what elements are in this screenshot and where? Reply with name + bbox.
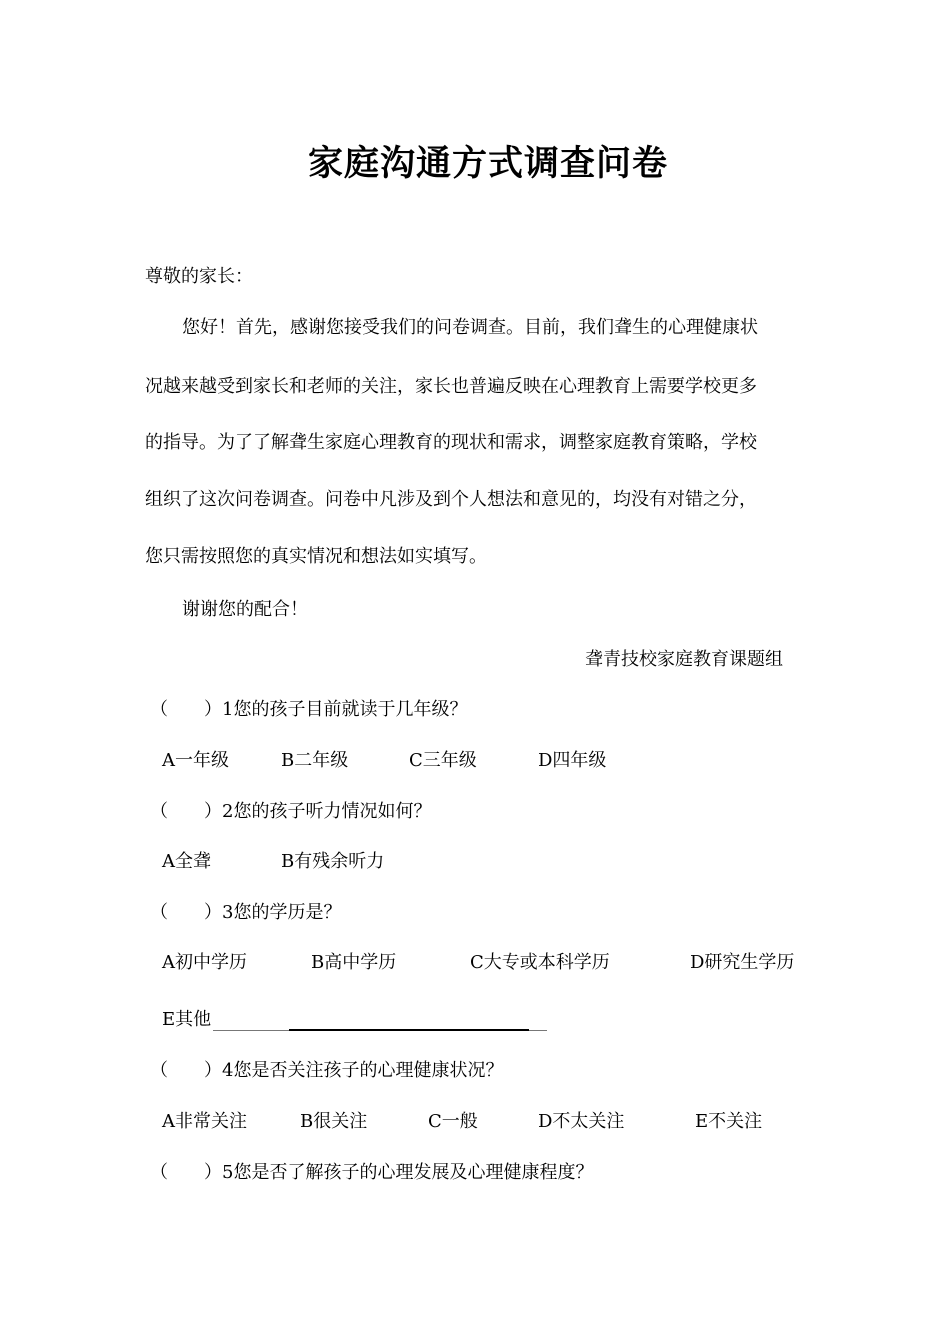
question-1 bbox=[150, 695, 467, 721]
document-title: 家庭沟通方式调查问卷 bbox=[307, 143, 668, 184]
option-3a[interactable]: A初中学历 bbox=[162, 952, 247, 973]
question-text: 3您的学历是？ bbox=[222, 902, 342, 923]
question-3 bbox=[150, 898, 341, 924]
option-1c[interactable]: C三年级 bbox=[409, 750, 477, 771]
question-text: 4您是否关注孩子的心理健康状况？ bbox=[222, 1060, 504, 1081]
question-text: 1您的孩子目前就读于几年级？ bbox=[222, 699, 468, 720]
option-4e[interactable]: E不关注 bbox=[695, 1111, 763, 1132]
salutation: 尊敬的家长： bbox=[145, 266, 253, 287]
option-3c[interactable]: C大专或本科学历 bbox=[470, 952, 610, 973]
signature: 聋青技校家庭教育课题组 bbox=[585, 649, 783, 670]
question-text: 2您的孩子听力情况如何？ bbox=[222, 801, 432, 822]
intro-line-4: 组织了这次问卷调查。问卷中凡涉及到个人想法和意见的，均没有对错之分， bbox=[145, 489, 757, 510]
option-3e[interactable]: E其他 bbox=[162, 1009, 212, 1030]
question-2 bbox=[150, 797, 431, 823]
option-3b[interactable]: B高中学历 bbox=[311, 952, 397, 973]
option-2a[interactable]: A全聋 bbox=[162, 851, 211, 872]
option-4b[interactable]: B很关注 bbox=[300, 1111, 368, 1132]
option-4c[interactable]: C一般 bbox=[428, 1111, 478, 1132]
option-3e-row bbox=[162, 1005, 547, 1031]
intro-line-5: 您只需按照您的真实情况和想法如实填写。 bbox=[145, 546, 487, 567]
intro-line-3: 的指导。为了了解聋生家庭心理教育的现状和需求，调整家庭教育策略，学校 bbox=[145, 432, 757, 453]
option-4a[interactable]: A非常关注 bbox=[162, 1111, 247, 1132]
option-1a[interactable]: A一年级 bbox=[162, 750, 229, 771]
option-1d[interactable]: D四年级 bbox=[538, 750, 607, 771]
question-4 bbox=[150, 1056, 503, 1082]
intro-line-1: 您好！首先，感谢您接受我们的问卷调查。目前，我们聋生的心理健康状 bbox=[182, 317, 758, 338]
answer-bracket[interactable]: （ ） bbox=[150, 1060, 222, 1081]
question-text: 5您是否了解孩子的心理发展及心理健康程度？ bbox=[222, 1162, 594, 1183]
answer-bracket[interactable]: （ ） bbox=[150, 902, 222, 923]
thanks-line: 谢谢您的配合！ bbox=[182, 599, 308, 620]
other-fill-in-line[interactable] bbox=[213, 1011, 547, 1031]
intro-line-2: 况越来越受到家长和老师的关注，家长也普遍反映在心理教育上需要学校更多 bbox=[145, 376, 757, 397]
option-4d[interactable]: D不太关注 bbox=[538, 1111, 625, 1132]
option-1b[interactable]: B二年级 bbox=[281, 750, 349, 771]
answer-bracket[interactable]: （ ） bbox=[150, 801, 222, 822]
answer-bracket[interactable]: （ ） bbox=[150, 1162, 222, 1183]
option-3d[interactable]: D研究生学历 bbox=[690, 952, 795, 973]
question-5 bbox=[150, 1158, 593, 1184]
option-2b[interactable]: B有残余听力 bbox=[281, 851, 385, 872]
answer-bracket[interactable]: （ ） bbox=[150, 699, 222, 720]
